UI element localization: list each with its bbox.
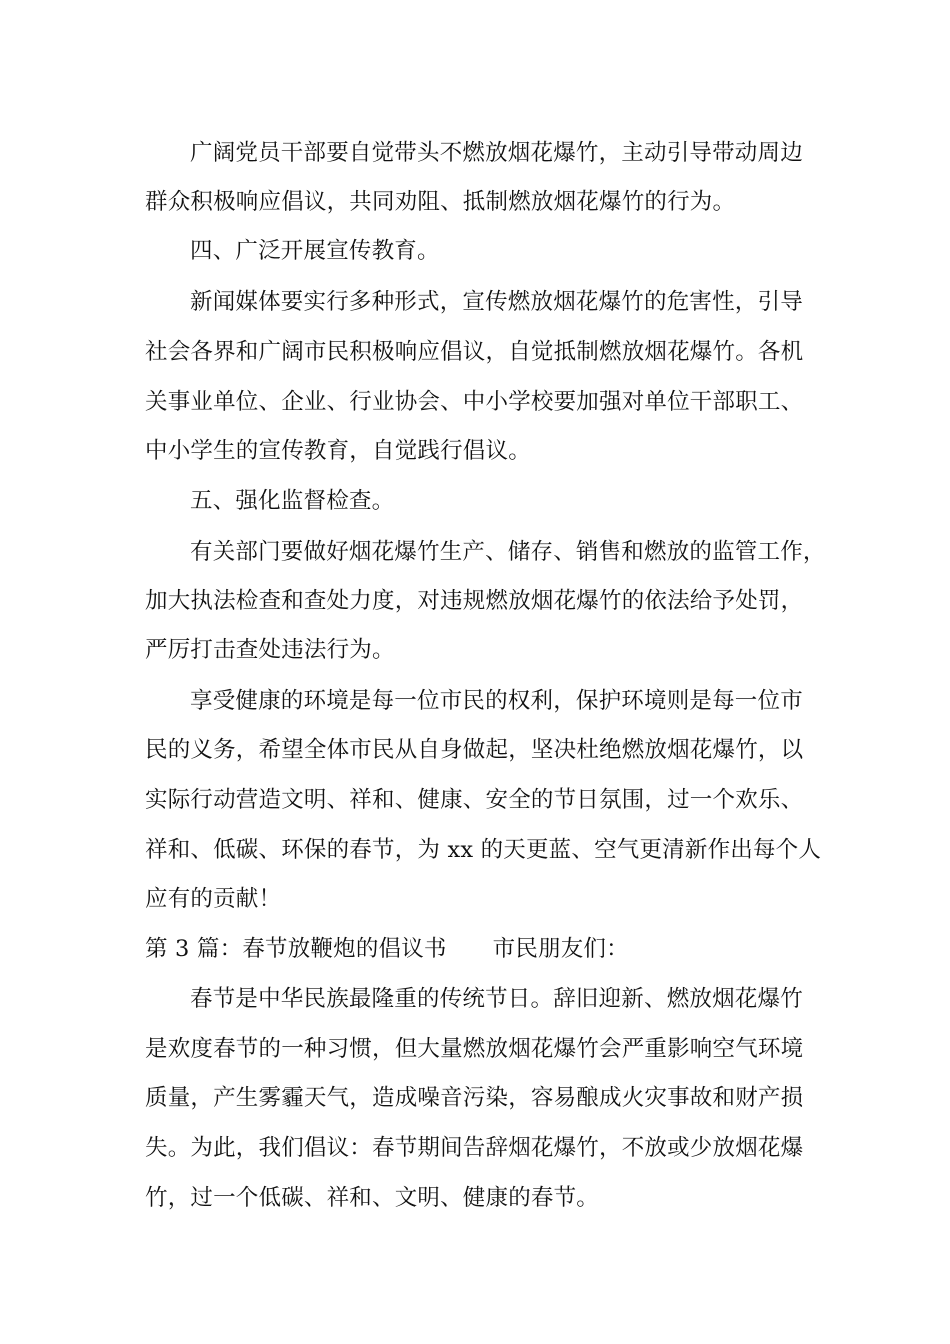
paragraph-line: 是欢度春节的一种习惯，但大量燃放烟花爆竹会严重影响空气环境 [145, 1036, 804, 1062]
paragraph-line: 严厉打击查处违法行为。 [145, 637, 395, 663]
paragraph-line: 关事业单位、企业、行业协会、中小学校要加强对单位干部职工、 [145, 389, 804, 415]
article-title: 第 3 篇：春节放鞭炮的倡议书 [145, 936, 447, 962]
paragraph-line: 质量，产生雾霾天气，造成噪音污染，容易酿成火灾事故和财产损 [145, 1085, 804, 1111]
paragraph-line: 中小学生的宣传教育，自觉践行倡议。 [145, 438, 531, 464]
paragraph-line: 新闻媒体要实行多种形式，宣传燃放烟花爆竹的危害性，引导 [190, 289, 803, 315]
salutation: 市民朋友们： [492, 936, 629, 962]
paragraph-line: 祥和、低碳、环保的春节，为 xx 的天更蓝、空气更清新作出每个人 [145, 837, 822, 863]
section-heading: 四、广泛开展宣传教育。 [190, 238, 440, 264]
paragraph-line: 有关部门要做好烟花爆竹生产、储存、销售和燃放的监管工作， [190, 539, 826, 565]
article-heading-line [145, 934, 629, 964]
paragraph-line: 民的义务，希望全体市民从自身做起，坚决杜绝燃放烟花爆竹，以 [145, 737, 804, 763]
paragraph-line: 群众积极响应倡议，共同劝阻、抵制燃放烟花爆竹的行为。 [145, 189, 736, 215]
section-heading: 五、强化监督检查。 [190, 488, 395, 514]
paragraph-line: 应有的贡献！ [145, 886, 282, 912]
paragraph-line: 失。为此，我们倡议：春节期间告辞烟花爆竹，不放或少放烟花爆 [145, 1135, 804, 1161]
paragraph-line: 加大执法检查和查处力度，对违规燃放烟花爆竹的依法给予处罚， [145, 588, 804, 614]
paragraph-line: 社会各界和广阔市民积极响应倡议，自觉抵制燃放烟花爆竹。各机 [145, 339, 804, 365]
paragraph-line: 竹，过一个低碳、祥和、文明、健康的春节。 [145, 1185, 600, 1211]
paragraph-line: 实际行动营造文明、祥和、健康、安全的节日氛围，过一个欢乐、 [145, 787, 804, 813]
paragraph-line: 广阔党员干部要自觉带头不燃放烟花爆竹，主动引导带动周边 [190, 140, 803, 166]
paragraph-line: 享受健康的环境是每一位市民的权利，保护环境则是每一位市 [190, 688, 803, 714]
paragraph-line: 春节是中华民族最隆重的传统节日。辞旧迎新、燃放烟花爆竹 [190, 986, 803, 1012]
